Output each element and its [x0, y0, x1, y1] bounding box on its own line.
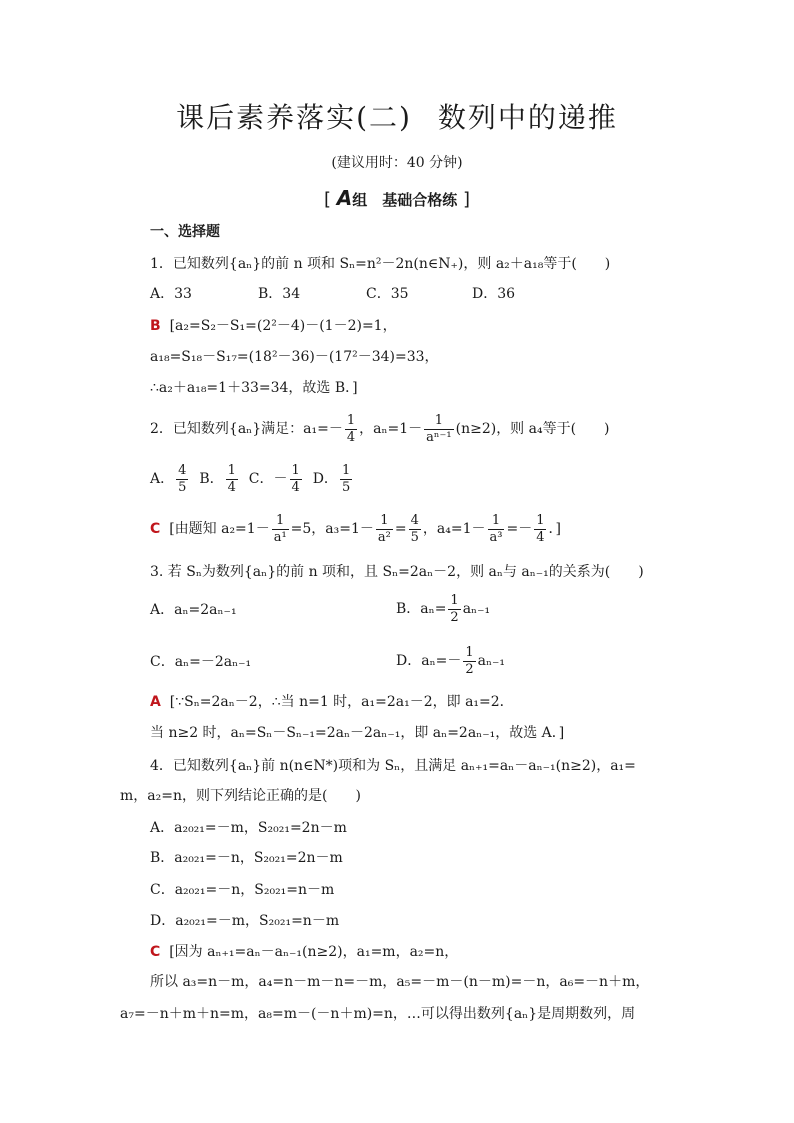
q1-sol1: [a₂=S₂－S₁=(2²－4)－(1－2)=1，	[169, 318, 397, 334]
q2-opt-a-den: 5	[178, 479, 187, 495]
q2-opt-b-den: 4	[227, 479, 236, 495]
q2-sf4-num: 1	[488, 513, 505, 530]
q2-sol-f: ．]	[548, 521, 561, 537]
q2-text-a: 2．已知数列{aₙ}满足：a₁=－	[150, 421, 343, 437]
q2-opt-b-label: B．	[199, 471, 224, 487]
q4-option-d: D．a₂₀₂₁=－m，S₂₀₂₁=n－m	[150, 913, 340, 929]
q2-sf2-den: a²	[377, 529, 391, 545]
q2-sol-c: =	[394, 521, 407, 537]
q3-opt-d-den: 2	[465, 661, 474, 677]
q1-option-c: C．35	[366, 286, 409, 302]
q2-opt-d-num: 1	[341, 462, 351, 478]
q4-text-2: m，a₂=n，则下列结论正确的是( )	[120, 788, 361, 804]
q2-sf4-den: a³	[489, 529, 503, 545]
q3-opt-b-b: aₙ₋₁	[462, 601, 491, 617]
q2-text-c: (n≥2)，则 a₄等于( )	[455, 421, 610, 437]
q2-sol-frac-1	[272, 513, 289, 546]
q4-sol1: [因为 aₙ₊₁=aₙ－aₙ₋₁(n≥2)，a₁=m，a₂=n，	[169, 944, 459, 960]
q3-sol1: [∵Sₙ=2aₙ－2，∴当 n=1 时，a₁=2a₁－2，即 a₁=2．	[169, 694, 514, 710]
q2-sf1-den: a¹	[273, 529, 287, 545]
q3-opt-b-a: B．aₙ=	[396, 601, 447, 617]
q2-frac-1	[345, 413, 357, 446]
q1-option-a: A．33	[150, 286, 192, 302]
q2-sol-b: =5，a₃=1－	[290, 521, 374, 537]
q3-opt-d-frac	[463, 645, 475, 678]
q2-text	[150, 412, 610, 446]
q2-opt-c-den: 4	[291, 479, 300, 495]
q3-opt-b-frac	[448, 593, 460, 626]
q4-solution-1	[150, 942, 458, 962]
q2-options	[150, 462, 354, 496]
q2-opt-b-num: 1	[227, 462, 236, 478]
q2-sol-frac-5	[534, 513, 546, 546]
q3-solution-2: 当 n≥2 时，aₙ=Sₙ－Sₙ₋₁=2aₙ－2aₙ₋₁，即 aₙ=2aₙ₋₁，故选 A．]	[150, 725, 565, 741]
q2-sol-frac-3	[409, 513, 421, 546]
q2-opt-b-frac	[226, 463, 238, 496]
q3-opt-b-num: 1	[450, 592, 459, 608]
q2-sf3-den: 5	[410, 529, 419, 545]
q2-opt-c-num: 1	[291, 462, 300, 478]
q3-option-d	[396, 644, 505, 678]
q3-opt-d-a: D．aₙ=－	[396, 653, 462, 669]
q2-opt-d-frac	[340, 463, 352, 496]
q2-opt-a-frac	[176, 463, 188, 496]
q2-sf5-num: 1	[536, 512, 545, 528]
q4-option-a: A．a₂₀₂₁=－m，S₂₀₂₁=2n－m	[150, 820, 347, 836]
q1-option-b: B．34	[258, 286, 301, 302]
q1-solution-3: ∴a₂＋a₁₈=1＋33=34，故选 B．]	[150, 380, 358, 396]
q2-frac-2-den: aⁿ⁻¹	[426, 429, 452, 445]
q2-sol-frac-4	[488, 513, 505, 546]
q2-sf1-num: 1	[272, 513, 289, 530]
q2-opt-d-label: D．	[312, 471, 338, 487]
group-label: 组	[352, 191, 368, 209]
q3-opt-b-den: 2	[450, 609, 459, 625]
q2-sol-frac-2	[376, 513, 393, 546]
q3-solution-1	[150, 692, 514, 712]
title-main: 课后素养落实(二)	[176, 101, 412, 134]
q1-solution-1	[150, 316, 397, 336]
q2-sol-d: ，a₄=1－	[422, 521, 486, 537]
q2-frac-1-den: 4	[346, 429, 356, 445]
group-name: 基础合格练	[382, 191, 458, 209]
q2-sf5-den: 4	[536, 529, 545, 545]
q2-sol-a: [由题知 a₂=1－	[169, 521, 270, 537]
title-topic: 数列中的递推	[437, 101, 618, 134]
q2-opt-a-label: A．	[150, 471, 175, 487]
q3-text: 3. 若 Sₙ为数列{aₙ}的前 n 项和，且 Sₙ=2aₙ－2，则 aₙ与 aₙ₋₁的关系为( )	[150, 564, 644, 580]
q2-sol-e: =－	[506, 521, 533, 537]
q3-option-b	[396, 592, 490, 626]
q3-answer: A	[150, 694, 161, 710]
q3-option-c: C．aₙ=－2aₙ₋₁	[150, 654, 252, 670]
q4-option-b: B．a₂₀₂₁=－n，S₂₀₂₁=2n－m	[150, 850, 343, 866]
q4-option-c: C．a₂₀₂₁=－n，S₂₀₂₁=n－m	[150, 882, 335, 898]
q2-opt-d-den: 5	[341, 479, 351, 495]
q4-solution-2: 所以 a₃=n－m，a₄=n－m－n=－m，a₅=－m－(n－m)=－n，a₆=－n＋m，	[150, 974, 650, 990]
q1-text: 1．已知数列{aₙ}的前 n 项和 Sₙ=n²－2n(n∈N₊)，则 a₂＋a₁₈等于( )	[150, 256, 611, 272]
q3-opt-d-num: 1	[465, 644, 474, 660]
q4-solution-3: a₇=－n＋m＋n=m，a₈=m－(－n＋m)=n，…可以得出数列{aₙ}是周期数列，周	[120, 1006, 636, 1022]
q2-sf3-num: 4	[410, 512, 419, 528]
q4-answer: C	[150, 944, 161, 960]
q2-frac-1-num: 1	[346, 412, 356, 428]
q1-solution-2: a₁₈=S₁₈－S₁₇=(18²－36)－(17²－34)=33，	[150, 349, 439, 365]
q2-text-b: ，aₙ=1－	[359, 421, 423, 437]
q4-text-1: 4．已知数列{aₙ}前 n(n∈N*)项和为 Sₙ，且满足 aₙ₊₁=aₙ－aₙ₋₁(n≥2)，a₁=	[150, 758, 636, 774]
q2-solution	[150, 512, 561, 546]
q3-option-a: A．aₙ=2aₙ₋₁	[150, 602, 237, 618]
q2-frac-2	[424, 413, 453, 446]
page-title	[0, 96, 794, 136]
q2-opt-a-num: 4	[178, 462, 187, 478]
group-header: [ A组 基础合格练 ]	[323, 186, 471, 210]
q2-frac-2-num: 1	[424, 413, 453, 430]
section-heading: 一、选择题	[150, 224, 220, 240]
group-letter: A	[336, 186, 353, 210]
q2-answer: C	[150, 521, 161, 537]
q2-opt-c-frac	[290, 463, 302, 496]
q1-answer: B	[150, 318, 161, 334]
time-hint: (建议用时：40 分钟)	[331, 155, 463, 171]
q2-sf2-num: 1	[376, 513, 393, 530]
q3-opt-d-b: aₙ₋₁	[477, 653, 506, 669]
q2-opt-c-label: C．－	[248, 471, 288, 487]
q1-option-d: D．36	[472, 286, 516, 302]
